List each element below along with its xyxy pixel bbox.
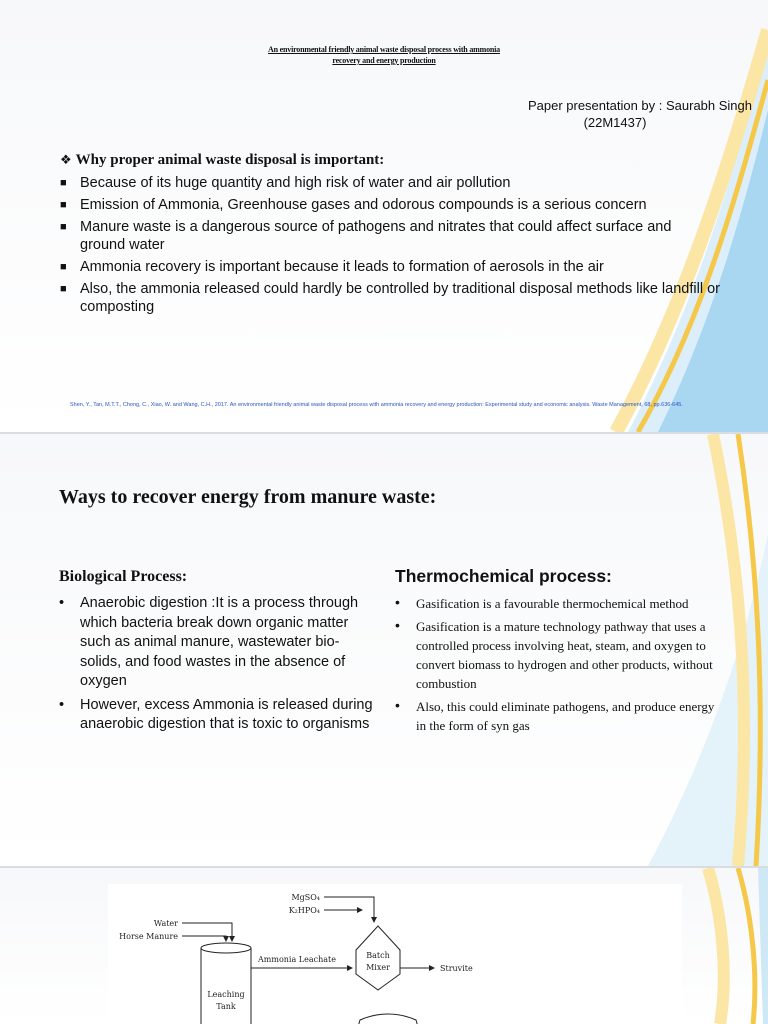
biological-list	[59, 594, 379, 739]
mixer-label: Mixer	[366, 963, 390, 972]
list-item: • However, excess Ammonia is released during anaerobic digestion that is toxic to organisms	[59, 696, 373, 732]
list-item: ■ Manure waste is a dangerous source of pathogens and nitrates that could affect surface and ground water	[60, 219, 672, 253]
horse-manure-label: Horse Manure	[119, 932, 178, 941]
dot-bullet-icon: •	[59, 595, 65, 611]
list-item: • Anaerobic digestion :It is a process through which bacteria break down organic matter such as animal manure, wastewater bio-solids, and food wastes in the absence of oxygen	[59, 595, 359, 689]
list-item: • Gasification is a mature technology pathway that uses a controlled process involving heat, steam, and oxygen to convert biomass to hydrogen and other products, without combustion	[395, 617, 713, 691]
slide-title: Ways to recover energy from manure waste:	[59, 486, 437, 508]
paper-title: An environmental friendly animal waste disposal process with ammonia recovery and energy production	[268, 45, 500, 65]
presenter-id: (22M1437)	[583, 115, 647, 130]
tank-label: Tank	[216, 1002, 236, 1011]
biological-heading: Biological Process:	[59, 568, 188, 585]
struvite-label: Struvite	[440, 964, 473, 973]
water-label: Water	[153, 919, 178, 928]
diamond-bullet-icon: ❖	[60, 153, 72, 168]
slide-1	[0, 0, 768, 432]
section-heading: ❖ Why proper animal waste disposal is important:	[60, 152, 385, 168]
batch-label: Batch	[366, 951, 390, 960]
leaching-label: Leaching	[207, 990, 245, 999]
square-bullet-icon: ■	[60, 177, 67, 189]
mgso4-label: MgSO₄	[291, 893, 320, 902]
list-item: • Gasification is a favourable thermochemical method	[395, 594, 689, 611]
dot-bullet-icon: •	[395, 697, 400, 713]
list-item: ■ Emission of Ammonia, Greenhouse gases and odorous compounds is a serious concern	[60, 197, 647, 213]
reasons-list	[60, 174, 720, 320]
slide-3	[0, 868, 768, 1024]
ammonia-leachate-label: Ammonia Leachate	[258, 955, 336, 964]
leaching-tank	[201, 943, 251, 1024]
list-item: ■ Ammonia recovery is important because it leads to formation of aerosols in the air	[60, 259, 604, 275]
presenter-info	[470, 97, 760, 131]
list-item: ■ Because of its huge quantity and high risk of water and air pollution	[60, 175, 511, 191]
citation: Shen, Y., Tan, M.T.T., Chong, C., Xiao, W. and Wang, C.H., 2017. An environmental friendly animal waste disposal process with ammonia recovery and energy production: Experimental study and economic analysis. Waste Management, 68, pp.636-645.	[70, 402, 683, 408]
square-bullet-icon: ■	[60, 283, 67, 295]
presenter-name: Paper presentation by : Saurabh Singh	[527, 98, 752, 113]
dot-bullet-icon: •	[395, 617, 400, 633]
batch-mixer	[356, 926, 400, 990]
thermochemical-list	[395, 594, 715, 739]
k2hpo4-label: K₂HPO₄	[288, 906, 320, 915]
thermochemical-heading: Thermochemical process:	[395, 566, 612, 586]
dot-bullet-icon: •	[59, 696, 65, 713]
square-bullet-icon: ■	[60, 221, 67, 233]
square-bullet-icon: ■	[60, 261, 67, 273]
square-bullet-icon: ■	[60, 199, 67, 211]
list-item: ■ Also, the ammonia released could hardly be controlled by traditional disposal methods like landfill or composting	[60, 281, 720, 315]
list-item: • Also, this could eliminate pathogens, and produce energy in the form of syn gas	[395, 697, 715, 733]
dot-bullet-icon: •	[395, 594, 400, 610]
process-flow-diagram	[108, 884, 682, 1024]
